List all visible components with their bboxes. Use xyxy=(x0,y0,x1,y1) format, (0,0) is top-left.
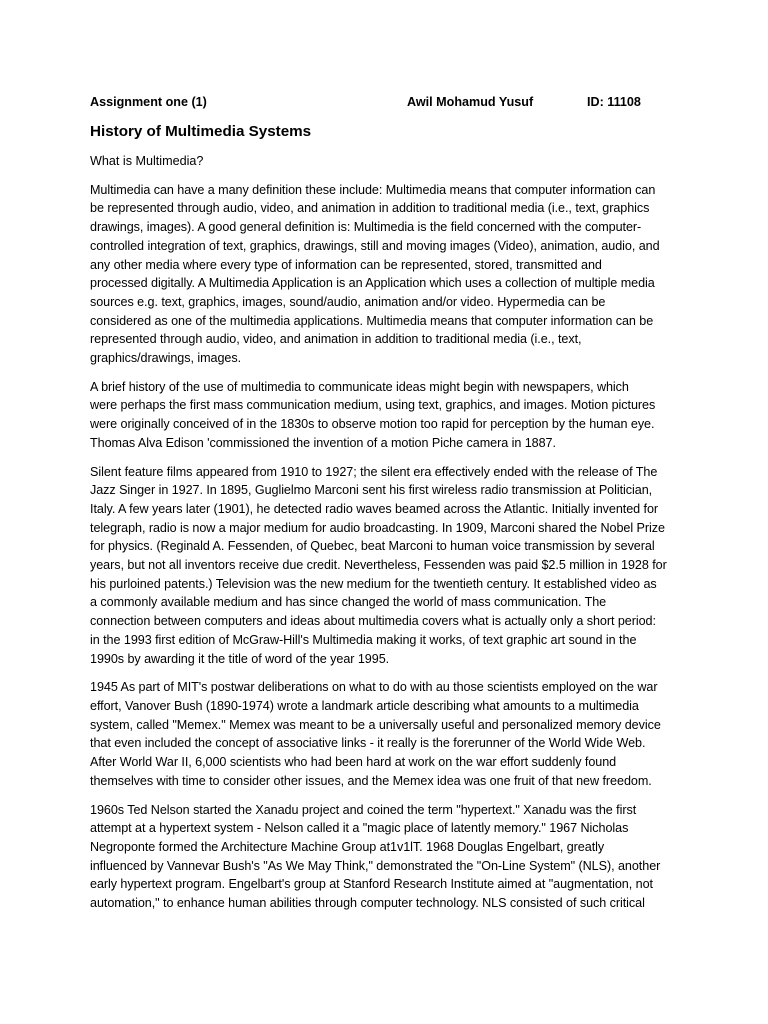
paragraph xyxy=(90,378,686,453)
paragraph-line: in the 1993 first edition of McGraw-Hill's Multimedia making it works, of text graphic art sound in the xyxy=(90,632,637,647)
section-question: What is Multimedia? xyxy=(90,154,204,168)
paragraph-line: early hypertext program. Engelbart's group at Stanford Research Institute aimed at "augmentation, not xyxy=(90,877,653,892)
student-id: ID: 11108 xyxy=(587,95,641,109)
paragraph-line: connection between computers and ideas about multimedia covers what is actually only a short period: xyxy=(90,614,656,629)
paragraph-line: telegraph, radio is now a major medium for audio broadcasting. In 1909, Marconi shared the Nobel Prize xyxy=(90,520,665,535)
paragraph-line: graphics/drawings, images. xyxy=(90,351,242,366)
paragraph-line: Italy. A few years later (1901), he detected radio waves beamed across the Atlantic. Initially invented for xyxy=(90,501,659,516)
paragraph-line: Multimedia can have a many definition these include: Multimedia means that computer information can xyxy=(90,182,656,197)
paragraph-line: his purloined patents.) Television was the new medium for the twentieth century. It established video as xyxy=(90,576,657,591)
paragraph-line: be represented through audio, video, and animation in addition to traditional media (i.e., text, graphics xyxy=(90,201,650,216)
paragraph xyxy=(90,678,686,790)
paragraph-line: After World War II, 6,000 scientists who had been hard at work on the war effort suddenly found xyxy=(90,755,617,770)
paragraph-line: sources e.g. text, graphics, images, sound/audio, animation and/or video. Hypermedia can be xyxy=(90,294,606,309)
paragraph-line: themselves with time to consider other issues, and the Memex idea was one fruit of that new freedom. xyxy=(90,773,652,788)
paragraph-line: 1990s by awarding it the title of word of the year 1995. xyxy=(90,651,390,666)
paragraph-line: a commonly available medium and has since changed the world of mass communication. The xyxy=(90,595,607,610)
paragraph-line: 1945 As part of MIT's postwar deliberations on what to do with au those scientists employed on the war xyxy=(90,680,658,695)
paragraph-line: Jazz Singer in 1927. In 1895, Guglielmo Marconi sent his first wireless radio transmission at Politician, xyxy=(90,483,653,498)
paragraph-line: effort, Vanover Bush (1890-1974) wrote a landmark article describing what amounts to a multimedia xyxy=(90,698,639,713)
paragraph-line: A brief history of the use of multimedia to communicate ideas might begin with newspapers, which xyxy=(90,379,629,394)
paragraph-line: years, but not all inventors receive due credit. Nevertheless, Fessenden was paid $2.5 million in 1928 for xyxy=(90,558,667,573)
paragraph-line: automation," to enhance human abilities through computer technology. NLS consisted of such critical xyxy=(90,896,645,911)
paragraph xyxy=(90,801,686,913)
paragraph-line: system, called "Memex." Memex was meant to be a universally useful and personalized memory device xyxy=(90,717,661,732)
paragraph-line: Thomas Alva Edison 'commissioned the invention of a motion Piche camera in 1887. xyxy=(90,435,556,450)
author-name: Awil Mohamud Yusuf xyxy=(407,95,534,109)
paragraph-line: drawings, images). A good general definition is: Multimedia is the field concerned with the computer- xyxy=(90,220,642,235)
paragraph-line: that even included the concept of associative links - it really is the forerunner of the World Wide Web. xyxy=(90,736,646,751)
paragraph-line: represented through audio, video, and animation in addition to traditional media (i.e., text, xyxy=(90,332,582,347)
document-title: History of Multimedia Systems xyxy=(90,123,312,140)
paragraph-line: were perhaps the first mass communication medium, using text, graphics, and images. Motion pictures xyxy=(90,398,656,413)
paragraph-line: Silent feature films appeared from 1910 to 1927; the silent era effectively ended with the release of The xyxy=(90,464,658,479)
paragraph-line: for physics. (Reginald A. Fessenden, of Quebec, beat Marconi to human voice transmission by several xyxy=(90,539,655,554)
paragraph-line: Negroponte formed the Architecture Machine Group at1v1lT. 1968 Douglas Engelbart, greatly xyxy=(90,839,605,854)
paragraph xyxy=(90,463,686,669)
paragraph-line: controlled integration of text, graphics, drawings, still and moving images (Video), animation, audio, and xyxy=(90,238,660,253)
paragraph-line: influenced by Vannevar Bush's "As We May Think," demonstrated the "On-Line System" (NLS), another xyxy=(90,858,661,873)
document-body xyxy=(90,93,686,913)
paragraph-line: were originally conceived of in the 1830s to observe motion too rapid for perception by the human eye. xyxy=(90,417,655,432)
paragraph xyxy=(90,181,686,368)
assignment-label: Assignment one (1) xyxy=(90,95,207,109)
paragraph-line: any other media where every type of information can be represented, stored, transmitted and xyxy=(90,257,602,272)
document-header xyxy=(90,93,686,111)
paragraph-line: attempt at a hypertext system - Nelson called it a "magic place of latently memory." 1967 Nicholas xyxy=(90,821,629,836)
paragraph-line: 1960s Ted Nelson started the Xanadu project and coined the term "hypertext." Xanadu was the first xyxy=(90,802,637,817)
paragraph-line: considered as one of the multimedia applications. Multimedia means that computer information can be xyxy=(90,313,654,328)
paragraph-line: processed digitally. A Multimedia Application is an Application which uses a collection of multiple media xyxy=(90,276,655,291)
paragraph-list xyxy=(90,181,686,913)
